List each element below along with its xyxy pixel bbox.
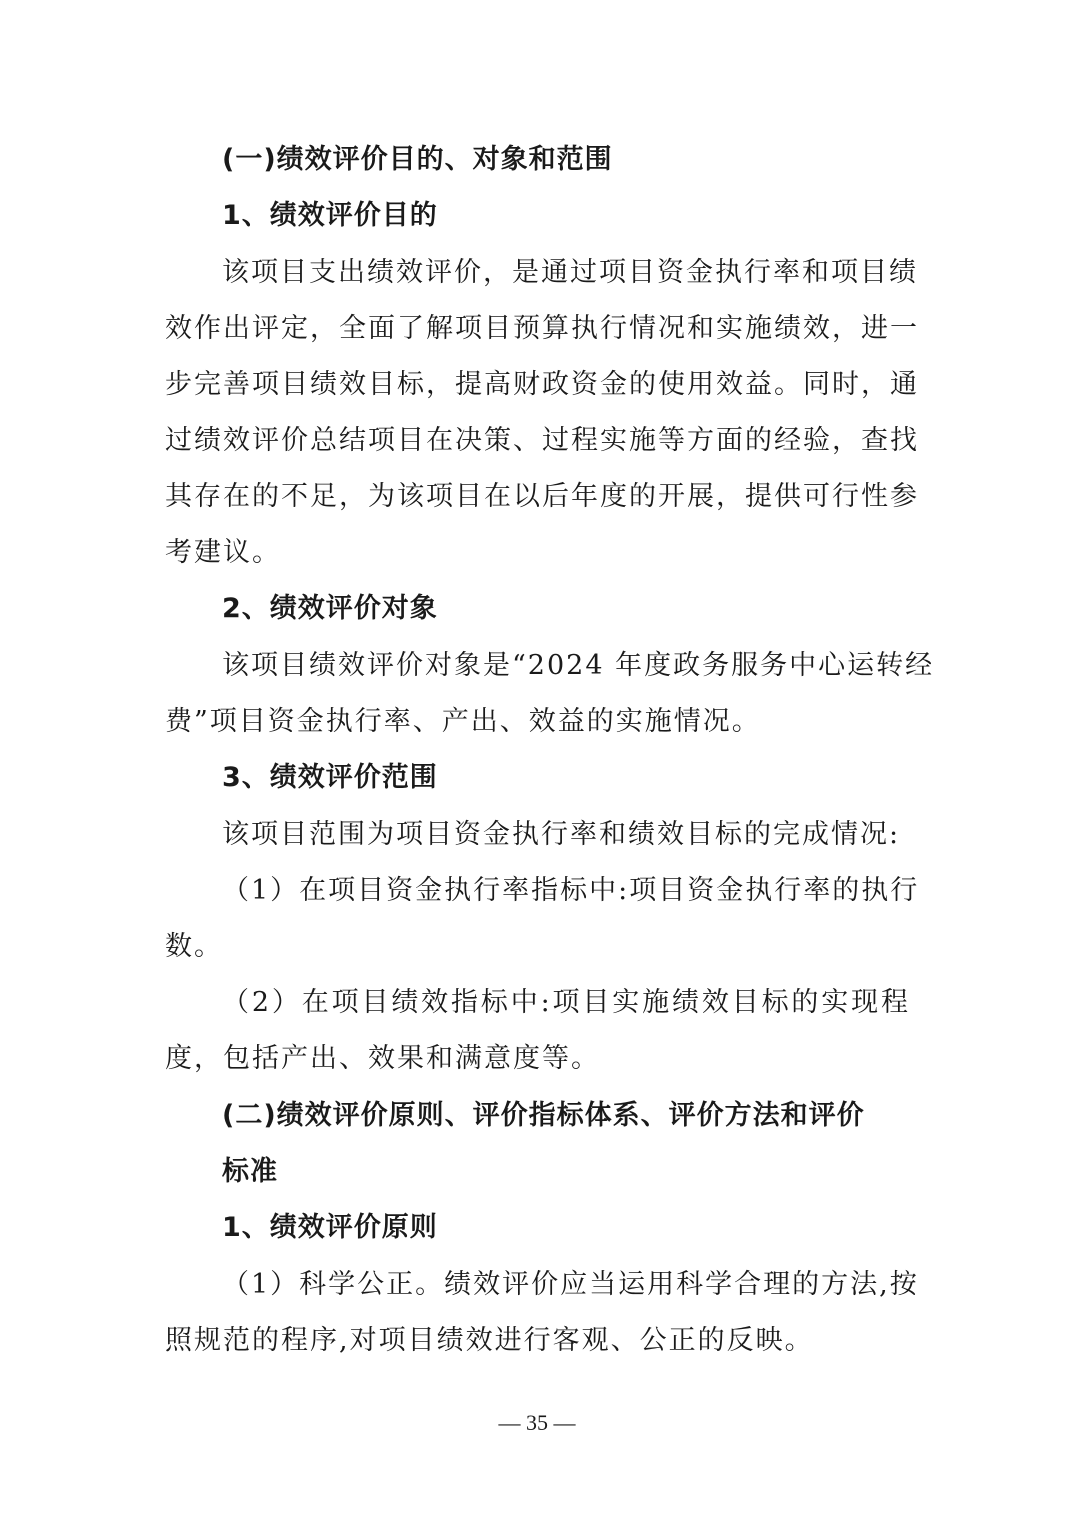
paragraph-line: 照规范的程序,对项目绩效进行客观、公正的反映。: [165, 1325, 814, 1356]
paragraph-line: 费”项目资金执行率、产出、效益的实施情况。: [165, 706, 761, 737]
paragraph-line: 效作出评定，全面了解项目预算执行情况和实施绩效，进一: [165, 313, 919, 344]
subheading-purpose: 1、绩效评价目的: [222, 200, 438, 231]
section-heading-2-cont: 标准: [222, 1156, 278, 1187]
subheading-principles: 1、绩效评价原则: [222, 1212, 438, 1243]
paragraph-line: 步完善项目绩效目标，提高财政资金的使用效益。同时，通: [165, 369, 919, 400]
paragraph-line: 过绩效评价总结项目在决策、过程实施等方面的经验，查找: [165, 425, 919, 456]
paragraph-line: 考建议。: [165, 537, 281, 568]
paragraph-line: 该项目绩效评价对象是“2024 年度政务服务中心运转经: [222, 650, 935, 681]
paragraph-line: （1）在项目资金执行率指标中:项目资金执行率的执行: [222, 875, 920, 906]
paragraph-line: 其存在的不足，为该项目在以后年度的开展，提供可行性参: [165, 481, 919, 512]
paragraph-line: （1）科学公正。绩效评价应当运用科学合理的方法,按: [222, 1269, 919, 1300]
paragraph-line: 该项目支出绩效评价，是通过项目资金执行率和项目绩: [222, 257, 918, 288]
paragraph-line: 该项目范围为项目资金执行率和绩效目标的完成情况:: [222, 819, 901, 850]
section-heading-1: (一)绩效评价目的、对象和范围: [222, 144, 613, 175]
subheading-object: 2、绩效评价对象: [222, 593, 438, 624]
paragraph-line: （2）在项目绩效指标中:项目实施绩效目标的实现程: [222, 987, 910, 1018]
paragraph-line: 数。: [165, 931, 223, 962]
page-number: — 35 —: [498, 1410, 576, 1435]
section-heading-2: (二)绩效评价原则、评价指标体系、评价方法和评价: [222, 1100, 865, 1131]
paragraph-line: 度，包括产出、效果和满意度等。: [165, 1043, 600, 1074]
subheading-scope: 3、绩效评价范围: [222, 762, 438, 793]
